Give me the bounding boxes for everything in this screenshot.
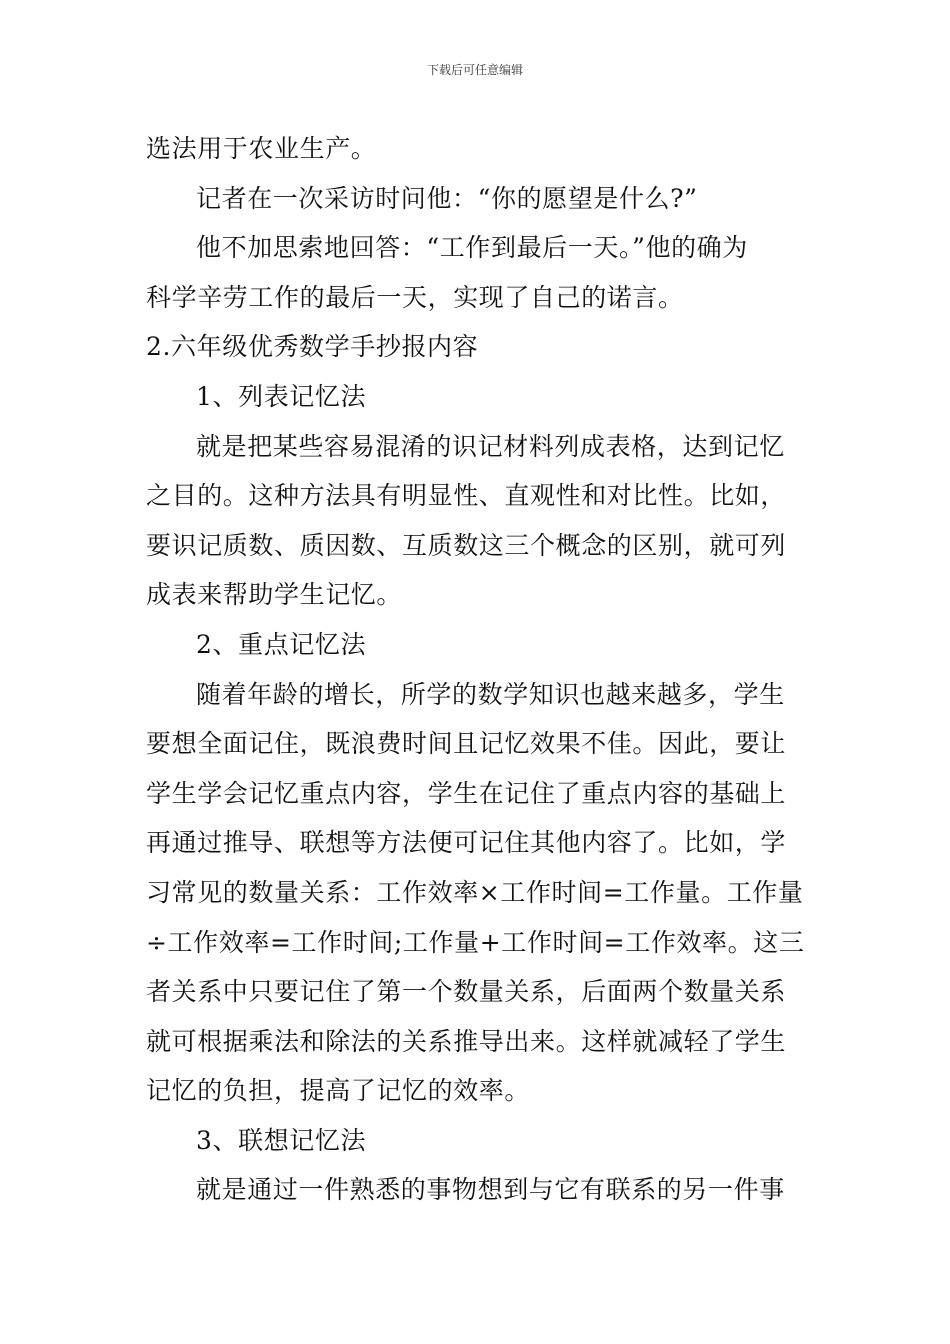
section-heading: 2.六年级优秀数学手抄报内容	[146, 332, 479, 362]
paragraph-line: 就是通过一件熟悉的事物想到与它有联系的另一件事	[196, 1175, 785, 1205]
subsection-heading: 1、列表记忆法	[196, 381, 367, 411]
paragraph-line: 就是把某些容易混淆的识记材料列成表格，达到记忆	[196, 431, 785, 461]
paragraph-line: 者关系中只要记住了第一个数量关系，后面两个数量关系	[146, 977, 787, 1007]
subsection-heading: 3、联想记忆法	[196, 1125, 367, 1155]
paragraph-line: 记者在一次采访时问他：“你的愿望是什么?”	[196, 183, 698, 213]
paragraph-line: ÷工作效率=工作时间;工作量+工作时间=工作效率。这三	[146, 927, 805, 957]
paragraph-line: 科学辛劳工作的最后一天，实现了自己的诺言。	[146, 282, 684, 312]
paragraph-line: 他不加思索地回答：“工作到最后一天。”他的确为	[196, 233, 748, 263]
paragraph-line: 成表来帮助学生记忆。	[146, 580, 403, 610]
paragraph-line: 要想全面记住，既浪费时间且记忆效果不佳。因此，要让	[146, 729, 787, 759]
paragraph-line: 要识记质数、质因数、互质数这三个概念的区别，就可列	[146, 530, 787, 560]
paragraph-line: 选法用于农业生产。	[146, 134, 377, 163]
subsection-heading: 2、重点记忆法	[196, 629, 367, 659]
paragraph-line: 随着年龄的增长，所学的数学知识也越来越多，学生	[196, 679, 785, 709]
paragraph-line: 习常见的数量关系：工作效率×工作时间=工作量。工作量	[146, 877, 804, 907]
document-body	[146, 124, 810, 1215]
paragraph-line: 之目的。这种方法具有明显性、直观性和对比性。比如，	[146, 481, 787, 511]
paragraph-line: 再通过推导、联想等方法便可记住其他内容了。比如，学	[146, 828, 787, 858]
paragraph-line: 学生学会记忆重点内容，学生在记住了重点内容的基础上	[146, 778, 787, 808]
page-header-note: 下载后可任意编辑	[426, 63, 523, 77]
paragraph-line: 就可根据乘法和除法的关系推导出来。这样就减轻了学生	[146, 1026, 787, 1056]
paragraph-line: 记忆的负担，提高了记忆的效率。	[146, 1076, 531, 1106]
